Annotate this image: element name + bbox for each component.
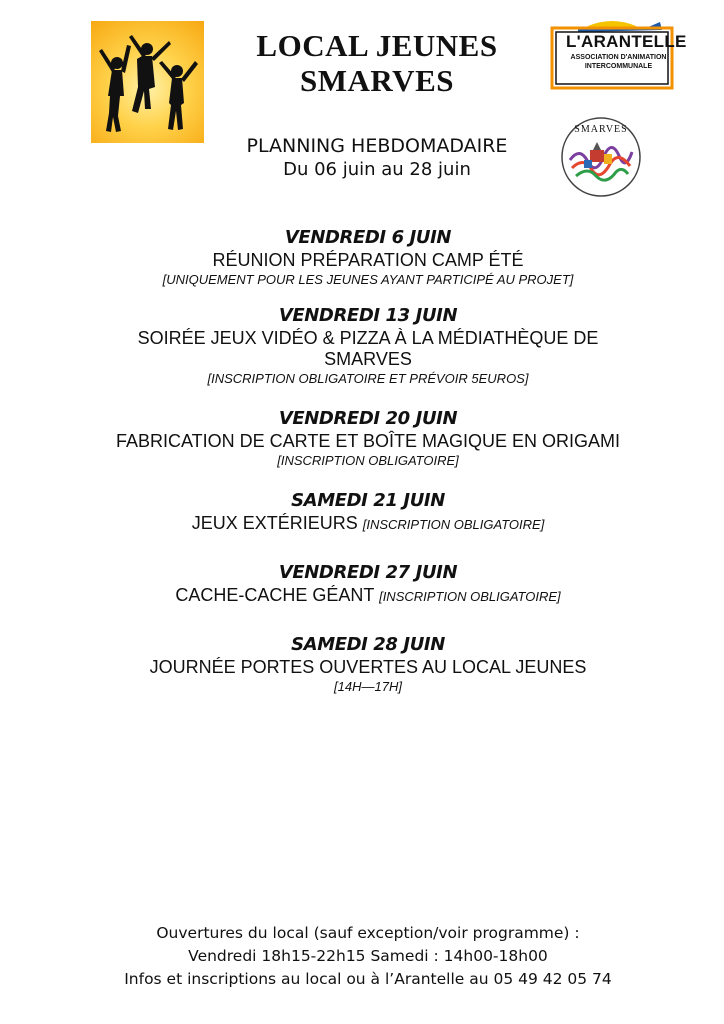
- event-note: [INSCRIPTION OBLIGATOIRE]: [277, 453, 459, 468]
- arantelle-tagline-1: ASSOCIATION D'ANIMATION: [570, 54, 667, 61]
- page-title: [210, 28, 544, 98]
- events-list: [60, 226, 676, 711]
- opening-hours-footer: [60, 922, 676, 991]
- arantelle-logo: [548, 20, 687, 94]
- planning-subtitle: [210, 134, 544, 182]
- event-item: [60, 407, 676, 469]
- event-title: CACHE-CACHE GÉANT: [175, 585, 375, 605]
- event-date: VENDREDI 13 JUIN: [278, 305, 458, 326]
- event-item: [60, 304, 676, 387]
- footer-contact-line: Infos et inscriptions au local ou à l’Arantelle au 05 49 42 05 74: [124, 970, 612, 988]
- event-inline-note: [INSCRIPTION OBLIGATOIRE]: [362, 517, 545, 532]
- event-title-row: [60, 585, 676, 607]
- jumping-silhouettes-icon: [91, 21, 204, 143]
- arantelle-name: L'ARANTELLE: [566, 32, 687, 51]
- event-note: [UNIQUEMENT POUR LES JEUNES AYANT PARTICIPÉ AU PROJET]: [162, 272, 574, 287]
- event-note: [14H—17H]: [334, 679, 402, 694]
- event-item: [60, 226, 676, 288]
- event-date: SAMEDI 21 JUIN: [291, 490, 445, 511]
- title-line-2: SMARVES: [300, 63, 454, 98]
- footer-opening-line: Ouvertures du local (sauf exception/voir programme) :: [156, 924, 580, 942]
- event-date: VENDREDI 6 JUIN: [284, 227, 452, 248]
- event-item: [60, 489, 676, 535]
- event-item: [60, 633, 676, 695]
- event-date: VENDREDI 27 JUIN: [278, 562, 458, 583]
- event-inline-note: [INSCRIPTION OBLIGATOIRE]: [379, 589, 561, 604]
- subtitle-date-range: Du 06 juin au 28 juin: [283, 159, 471, 180]
- arantelle-tagline-2: INTERCOMMUNALE: [584, 63, 653, 70]
- event-item: [60, 561, 676, 607]
- subtitle-planning: PLANNING HEBDOMADAIRE: [246, 135, 508, 157]
- event-date: SAMEDI 28 JUIN: [291, 634, 445, 655]
- event-title-continued: SMARVES: [324, 349, 412, 369]
- footer-hours-line: Vendredi 18h15-22h15 Samedi : 14h00-18h00: [188, 947, 548, 965]
- title-line-1: LOCAL JEUNES: [256, 28, 498, 63]
- event-title: FABRICATION DE CARTE ET BOÎTE MAGIQUE EN ORIGAMI: [115, 431, 621, 451]
- jumping-youths-logo: [91, 21, 204, 143]
- event-title-row: [60, 513, 676, 535]
- event-title: SOIRÉE JEUX VIDÉO & PIZZA À LA MÉDIATHÈQUE DE: [137, 328, 599, 348]
- arantelle-wordmark: [566, 32, 687, 71]
- smarves-seal-label: SMARVES: [574, 124, 628, 135]
- event-title: JEUX EXTÉRIEURS: [191, 513, 358, 533]
- event-note: [INSCRIPTION OBLIGATOIRE ET PRÉVOIR 5EUROS]: [207, 371, 529, 386]
- event-title: RÉUNION PRÉPARATION CAMP ÉTÉ: [212, 250, 524, 270]
- smarves-seal-logo: [560, 116, 642, 198]
- event-date: VENDREDI 20 JUIN: [278, 408, 458, 429]
- event-title: JOURNÉE PORTES OUVERTES AU LOCAL JEUNES: [149, 657, 587, 677]
